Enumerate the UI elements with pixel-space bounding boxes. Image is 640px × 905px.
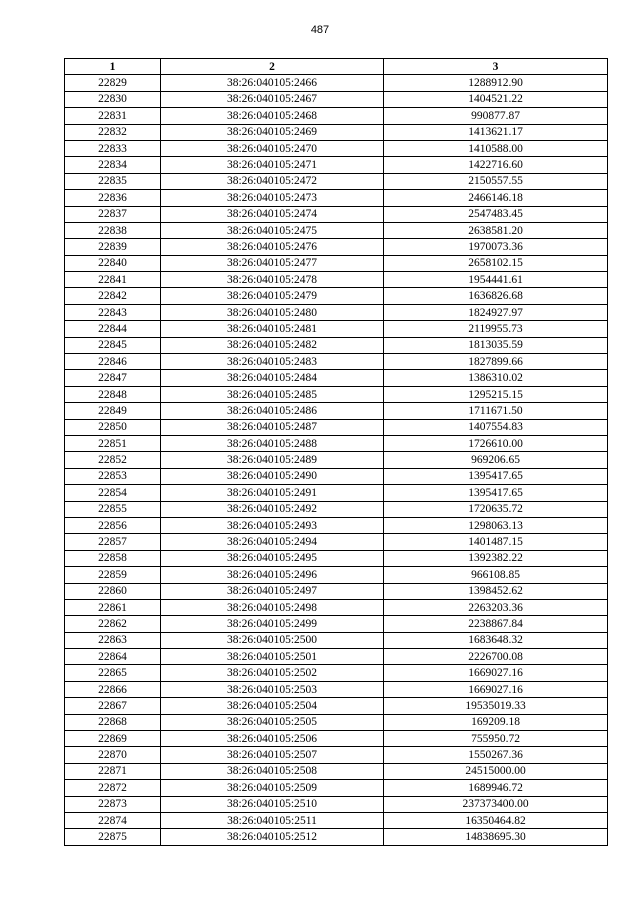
row-number-cell: 22853 bbox=[65, 468, 161, 484]
row-number-cell: 22863 bbox=[65, 632, 161, 648]
row-number-cell: 22857 bbox=[65, 534, 161, 550]
row-number-cell: 22844 bbox=[65, 321, 161, 337]
cadastral-number-cell: 38:26:040105:2479 bbox=[161, 288, 384, 304]
table-row bbox=[65, 550, 608, 566]
value-cell: 1395417.65 bbox=[384, 468, 608, 484]
row-number-cell: 22839 bbox=[65, 239, 161, 255]
row-number-cell: 22865 bbox=[65, 665, 161, 681]
column-header-2: 2 bbox=[161, 59, 384, 75]
table-row bbox=[65, 173, 608, 189]
row-number-cell: 22846 bbox=[65, 354, 161, 370]
row-number-cell: 22868 bbox=[65, 714, 161, 730]
value-cell: 1970073.36 bbox=[384, 239, 608, 255]
cadastral-number-cell: 38:26:040105:2478 bbox=[161, 272, 384, 288]
cadastral-number-cell: 38:26:040105:2490 bbox=[161, 468, 384, 484]
cadastral-number-cell: 38:26:040105:2488 bbox=[161, 435, 384, 451]
cadastral-number-cell: 38:26:040105:2499 bbox=[161, 616, 384, 632]
row-number-cell: 22847 bbox=[65, 370, 161, 386]
page-number: 487 bbox=[310, 24, 330, 36]
row-number-cell: 22833 bbox=[65, 140, 161, 156]
value-cell: 1813035.59 bbox=[384, 337, 608, 353]
value-cell: 1954441.61 bbox=[384, 272, 608, 288]
value-cell: 1669027.16 bbox=[384, 681, 608, 697]
row-number-cell: 22842 bbox=[65, 288, 161, 304]
cadastral-number-cell: 38:26:040105:2468 bbox=[161, 108, 384, 124]
header-row bbox=[65, 59, 608, 75]
table-row bbox=[65, 681, 608, 697]
value-cell: 969206.65 bbox=[384, 452, 608, 468]
value-cell: 1407554.83 bbox=[384, 419, 608, 435]
table-row bbox=[65, 321, 608, 337]
value-cell: 1395417.65 bbox=[384, 485, 608, 501]
row-number-cell: 22850 bbox=[65, 419, 161, 435]
table-row bbox=[65, 583, 608, 599]
row-number-cell: 22831 bbox=[65, 108, 161, 124]
row-number-cell: 22869 bbox=[65, 731, 161, 747]
row-number-cell: 22855 bbox=[65, 501, 161, 517]
row-number-cell: 22867 bbox=[65, 698, 161, 714]
table-row bbox=[65, 599, 608, 615]
value-cell: 2638581.20 bbox=[384, 222, 608, 238]
table-row bbox=[65, 731, 608, 747]
value-cell: 1726610.00 bbox=[384, 435, 608, 451]
cadastral-number-cell: 38:26:040105:2510 bbox=[161, 796, 384, 812]
row-number-cell: 22838 bbox=[65, 222, 161, 238]
cadastral-number-cell: 38:26:040105:2503 bbox=[161, 681, 384, 697]
table-row bbox=[65, 517, 608, 533]
row-number-cell: 22864 bbox=[65, 649, 161, 665]
cadastral-number-cell: 38:26:040105:2508 bbox=[161, 763, 384, 779]
value-cell: 1550267.36 bbox=[384, 747, 608, 763]
table-row bbox=[65, 91, 608, 107]
value-cell: 2658102.15 bbox=[384, 255, 608, 271]
cadastral-number-cell: 38:26:040105:2493 bbox=[161, 517, 384, 533]
cadastral-number-cell: 38:26:040105:2481 bbox=[161, 321, 384, 337]
value-cell: 1386310.02 bbox=[384, 370, 608, 386]
cadastral-number-cell: 38:26:040105:2469 bbox=[161, 124, 384, 140]
table-row bbox=[65, 747, 608, 763]
value-cell: 1636826.68 bbox=[384, 288, 608, 304]
row-number-cell: 22843 bbox=[65, 304, 161, 320]
table-row bbox=[65, 829, 608, 845]
table-row bbox=[65, 665, 608, 681]
value-cell: 1410588.00 bbox=[384, 140, 608, 156]
table-row bbox=[65, 370, 608, 386]
row-number-cell: 22871 bbox=[65, 763, 161, 779]
table-row bbox=[65, 337, 608, 353]
table-row bbox=[65, 157, 608, 173]
row-number-cell: 22832 bbox=[65, 124, 161, 140]
table-row bbox=[65, 632, 608, 648]
cadastral-number-cell: 38:26:040105:2485 bbox=[161, 386, 384, 402]
cadastral-number-cell: 38:26:040105:2467 bbox=[161, 91, 384, 107]
value-cell: 1669027.16 bbox=[384, 665, 608, 681]
table-row bbox=[65, 124, 608, 140]
value-cell: 1404521.22 bbox=[384, 91, 608, 107]
cadastral-number-cell: 38:26:040105:2476 bbox=[161, 239, 384, 255]
table-row bbox=[65, 272, 608, 288]
row-number-cell: 22870 bbox=[65, 747, 161, 763]
row-number-cell: 22861 bbox=[65, 599, 161, 615]
cadastral-number-cell: 38:26:040105:2491 bbox=[161, 485, 384, 501]
value-cell: 2263203.36 bbox=[384, 599, 608, 615]
row-number-cell: 22852 bbox=[65, 452, 161, 468]
value-cell: 14838695.30 bbox=[384, 829, 608, 845]
column-header-3: 3 bbox=[384, 59, 608, 75]
row-number-cell: 22841 bbox=[65, 272, 161, 288]
table-row bbox=[65, 534, 608, 550]
cadastral-number-cell: 38:26:040105:2475 bbox=[161, 222, 384, 238]
cadastral-number-cell: 38:26:040105:2504 bbox=[161, 698, 384, 714]
table-row bbox=[65, 140, 608, 156]
row-number-cell: 22854 bbox=[65, 485, 161, 501]
cadastral-number-cell: 38:26:040105:2470 bbox=[161, 140, 384, 156]
table-row bbox=[65, 206, 608, 222]
row-number-cell: 22851 bbox=[65, 435, 161, 451]
value-cell: 990877.87 bbox=[384, 108, 608, 124]
cadastral-number-cell: 38:26:040105:2480 bbox=[161, 304, 384, 320]
cadastral-number-cell: 38:26:040105:2477 bbox=[161, 255, 384, 271]
cadastral-number-cell: 38:26:040105:2507 bbox=[161, 747, 384, 763]
value-cell: 1422716.60 bbox=[384, 157, 608, 173]
table-row bbox=[65, 698, 608, 714]
cadastral-number-cell: 38:26:040105:2486 bbox=[161, 403, 384, 419]
cadastral-number-cell: 38:26:040105:2483 bbox=[161, 354, 384, 370]
row-number-cell: 22829 bbox=[65, 75, 161, 91]
row-number-cell: 22849 bbox=[65, 403, 161, 419]
registry-table bbox=[64, 58, 608, 846]
cadastral-number-cell: 38:26:040105:2484 bbox=[161, 370, 384, 386]
table-row bbox=[65, 649, 608, 665]
row-number-cell: 22866 bbox=[65, 681, 161, 697]
cadastral-number-cell: 38:26:040105:2500 bbox=[161, 632, 384, 648]
table-row bbox=[65, 468, 608, 484]
row-number-cell: 22837 bbox=[65, 206, 161, 222]
value-cell: 1720635.72 bbox=[384, 501, 608, 517]
table-row bbox=[65, 222, 608, 238]
value-cell: 755950.72 bbox=[384, 731, 608, 747]
value-cell: 2547483.45 bbox=[384, 206, 608, 222]
column-header-1: 1 bbox=[65, 59, 161, 75]
value-cell: 1392382.22 bbox=[384, 550, 608, 566]
table-row bbox=[65, 763, 608, 779]
cadastral-number-cell: 38:26:040105:2505 bbox=[161, 714, 384, 730]
cadastral-number-cell: 38:26:040105:2471 bbox=[161, 157, 384, 173]
cadastral-number-cell: 38:26:040105:2474 bbox=[161, 206, 384, 222]
table-row bbox=[65, 796, 608, 812]
row-number-cell: 22835 bbox=[65, 173, 161, 189]
table-row bbox=[65, 812, 608, 828]
table-row bbox=[65, 452, 608, 468]
value-cell: 2238867.84 bbox=[384, 616, 608, 632]
value-cell: 1288912.90 bbox=[384, 75, 608, 91]
table-body bbox=[65, 75, 608, 845]
row-number-cell: 22836 bbox=[65, 190, 161, 206]
value-cell: 1401487.15 bbox=[384, 534, 608, 550]
value-cell: 1824927.97 bbox=[384, 304, 608, 320]
value-cell: 237373400.00 bbox=[384, 796, 608, 812]
row-number-cell: 22840 bbox=[65, 255, 161, 271]
value-cell: 1827899.66 bbox=[384, 354, 608, 370]
value-cell: 19535019.33 bbox=[384, 698, 608, 714]
row-number-cell: 22872 bbox=[65, 780, 161, 796]
value-cell: 2466146.18 bbox=[384, 190, 608, 206]
row-number-cell: 22873 bbox=[65, 796, 161, 812]
table-row bbox=[65, 255, 608, 271]
table-row bbox=[65, 714, 608, 730]
table-row bbox=[65, 616, 608, 632]
table-row bbox=[65, 75, 608, 91]
row-number-cell: 22858 bbox=[65, 550, 161, 566]
table-row bbox=[65, 108, 608, 124]
cadastral-number-cell: 38:26:040105:2492 bbox=[161, 501, 384, 517]
value-cell: 2150557.55 bbox=[384, 173, 608, 189]
table-header bbox=[65, 59, 608, 75]
cadastral-number-cell: 38:26:040105:2495 bbox=[161, 550, 384, 566]
table-row bbox=[65, 386, 608, 402]
value-cell: 1683648.32 bbox=[384, 632, 608, 648]
value-cell: 1298063.13 bbox=[384, 517, 608, 533]
table-row bbox=[65, 403, 608, 419]
table-row bbox=[65, 304, 608, 320]
cadastral-number-cell: 38:26:040105:2473 bbox=[161, 190, 384, 206]
cadastral-number-cell: 38:26:040105:2496 bbox=[161, 567, 384, 583]
cadastral-number-cell: 38:26:040105:2497 bbox=[161, 583, 384, 599]
value-cell: 169209.18 bbox=[384, 714, 608, 730]
value-cell: 1398452.62 bbox=[384, 583, 608, 599]
table-row bbox=[65, 288, 608, 304]
row-number-cell: 22856 bbox=[65, 517, 161, 533]
row-number-cell: 22875 bbox=[65, 829, 161, 845]
row-number-cell: 22834 bbox=[65, 157, 161, 173]
row-number-cell: 22860 bbox=[65, 583, 161, 599]
cadastral-number-cell: 38:26:040105:2494 bbox=[161, 534, 384, 550]
value-cell: 1711671.50 bbox=[384, 403, 608, 419]
row-number-cell: 22859 bbox=[65, 567, 161, 583]
cadastral-number-cell: 38:26:040105:2466 bbox=[161, 75, 384, 91]
value-cell: 966108.85 bbox=[384, 567, 608, 583]
cadastral-number-cell: 38:26:040105:2487 bbox=[161, 419, 384, 435]
cadastral-number-cell: 38:26:040105:2501 bbox=[161, 649, 384, 665]
table-row bbox=[65, 501, 608, 517]
cadastral-number-cell: 38:26:040105:2512 bbox=[161, 829, 384, 845]
table-row bbox=[65, 780, 608, 796]
cadastral-number-cell: 38:26:040105:2489 bbox=[161, 452, 384, 468]
table-row bbox=[65, 567, 608, 583]
cadastral-number-cell: 38:26:040105:2482 bbox=[161, 337, 384, 353]
value-cell: 1413621.17 bbox=[384, 124, 608, 140]
table-row bbox=[65, 354, 608, 370]
cadastral-number-cell: 38:26:040105:2502 bbox=[161, 665, 384, 681]
row-number-cell: 22848 bbox=[65, 386, 161, 402]
cadastral-number-cell: 38:26:040105:2472 bbox=[161, 173, 384, 189]
table-row bbox=[65, 419, 608, 435]
row-number-cell: 22862 bbox=[65, 616, 161, 632]
value-cell: 1295215.15 bbox=[384, 386, 608, 402]
cadastral-number-cell: 38:26:040105:2509 bbox=[161, 780, 384, 796]
table-row bbox=[65, 485, 608, 501]
value-cell: 2226700.08 bbox=[384, 649, 608, 665]
cadastral-number-cell: 38:26:040105:2498 bbox=[161, 599, 384, 615]
value-cell: 24515000.00 bbox=[384, 763, 608, 779]
table-row bbox=[65, 239, 608, 255]
row-number-cell: 22874 bbox=[65, 812, 161, 828]
table-row bbox=[65, 435, 608, 451]
row-number-cell: 22845 bbox=[65, 337, 161, 353]
row-number-cell: 22830 bbox=[65, 91, 161, 107]
table-row bbox=[65, 190, 608, 206]
cadastral-number-cell: 38:26:040105:2506 bbox=[161, 731, 384, 747]
value-cell: 16350464.82 bbox=[384, 812, 608, 828]
cadastral-number-cell: 38:26:040105:2511 bbox=[161, 812, 384, 828]
value-cell: 1689946.72 bbox=[384, 780, 608, 796]
value-cell: 2119955.73 bbox=[384, 321, 608, 337]
